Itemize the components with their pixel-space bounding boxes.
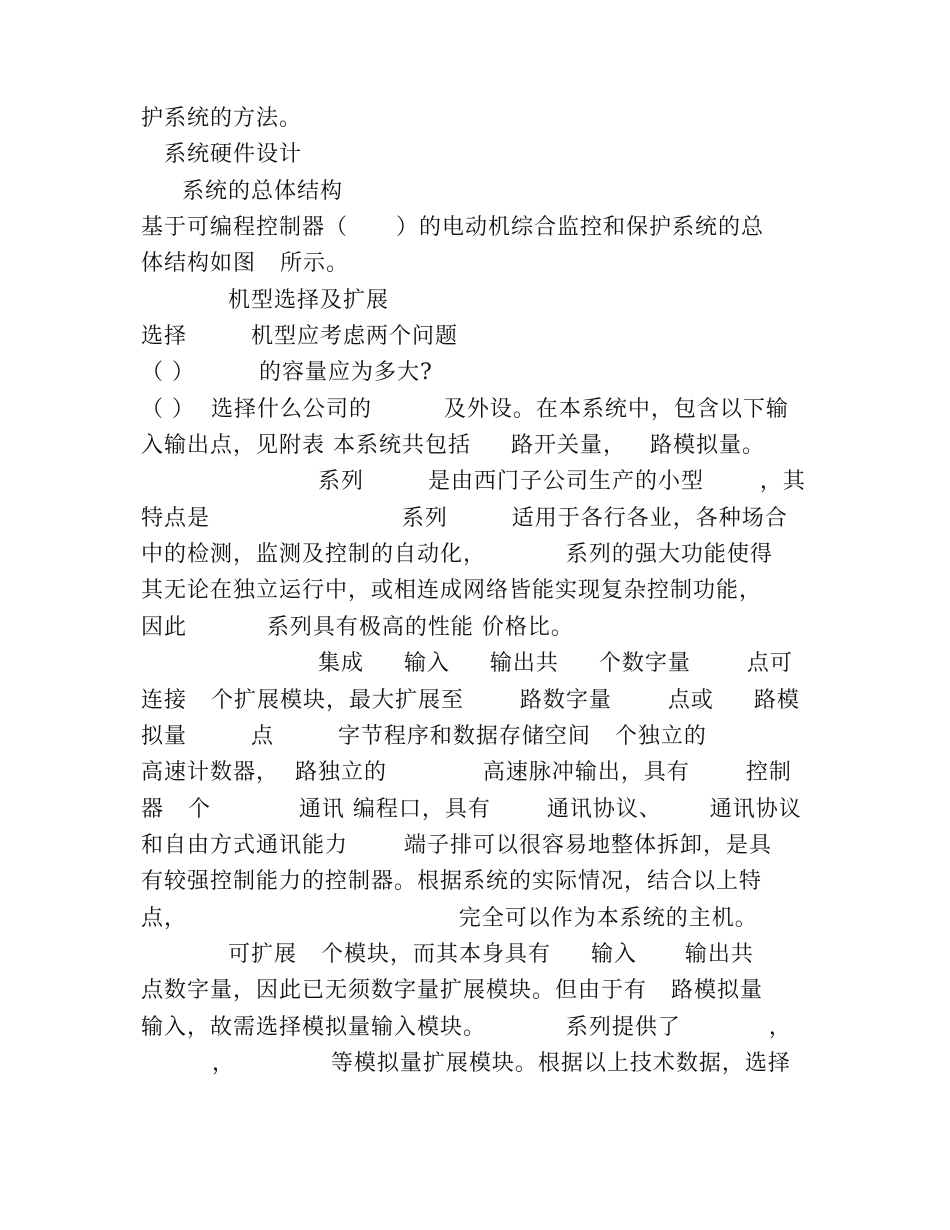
text-line-4: 基于可编程控制器（ ）的电动机综合监控和保护系统的总 xyxy=(141,215,764,240)
text-line-24: 可扩展 个模块，而其本身具有 输入 输出共 xyxy=(228,942,754,967)
text-line-17: 连接 个扩展模块，最大扩展至 路数字量 点或 路模 xyxy=(141,688,800,713)
text-line-20: 器 个 通讯 编程口，具有 通讯协议、 通讯协议 xyxy=(141,797,802,822)
text-line-18: 拟量 点 字节程序和数据存储空间 个独立的 xyxy=(141,724,707,749)
text-line-14: 其无论在独立运行中，或相连成网络皆能实现复杂控制功能， xyxy=(141,578,763,603)
text-line-15: 因此 系列具有极高的性能 价格比。 xyxy=(141,615,574,640)
text-line-1: 护系统的方法。 xyxy=(141,106,303,131)
text-line-12: 特点是 系列 适用于各行各业，各种场合 xyxy=(141,506,788,531)
text-line-26: 输入，故需选择模拟量输入模块。 系列提供了 ， xyxy=(141,1015,792,1040)
text-line-7: 选择 机型应考虑两个问题 xyxy=(141,324,458,349)
section-heading-hardware-design: 系统硬件设计 xyxy=(164,142,303,167)
subsection-heading-model-selection: 机型选择及扩展 xyxy=(228,288,390,313)
text-line-13: 中的检测，监测及控制的自动化， 系列的强大功能使得 xyxy=(141,542,773,567)
text-line-10: 入输出点，见附表 本系统共包括 路开关量， 路模拟量。 xyxy=(141,433,765,458)
text-line-9: （ ） 选择什么公司的 及外设。在本系统中，包含以下输 xyxy=(141,397,789,422)
text-line-27: ， 等模拟量扩展模块。根据以上技术数据，选择 xyxy=(212,1051,791,1076)
subsection-heading-overall-structure: 系统的总体结构 xyxy=(182,179,344,204)
text-line-23: 点， 完全可以作为本系统的主机。 xyxy=(141,906,758,931)
text-line-11: 系列 是由西门子公司生产的小型 ，其 xyxy=(318,469,806,494)
text-line-8: （ ） 的容量应为多大? xyxy=(141,360,433,385)
text-line-5: 体结构如图 所示。 xyxy=(141,251,349,276)
text-line-16: 集成 输入 输出共 个数字量 点可 xyxy=(318,651,793,676)
text-line-21: 和自由方式通讯能力 端子排可以很容易地整体拆卸，是具 xyxy=(141,833,772,858)
text-line-22: 有较强控制能力的控制器。根据系统的实际情况，结合以上特 xyxy=(141,869,763,894)
text-line-19: 高速计数器， 路独立的 高速脉冲输出，具有 控制 xyxy=(141,760,792,785)
text-line-25: 点数字量，因此已无须数字量扩展模块。但由于有 路模拟量 xyxy=(141,978,763,1003)
